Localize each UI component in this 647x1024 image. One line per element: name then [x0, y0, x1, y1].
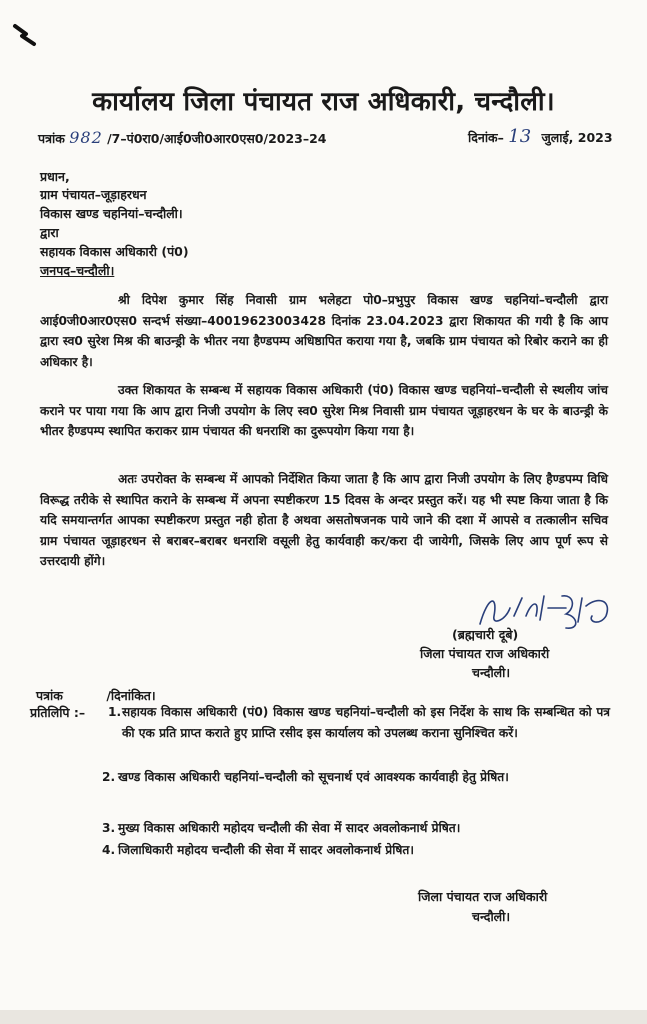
handwritten-reference-number: 982 [69, 128, 103, 147]
pen-mark-icon [12, 22, 40, 48]
addressee-line: प्रधान, [40, 169, 70, 184]
office-title: कार्यालय जिला पंचायत राज अधिकारी, चन्दौली। [92, 87, 555, 117]
date-label: दिनांक– [468, 130, 504, 145]
reference-suffix: /7–पं0रा0/आई0जी0आर0एस0/2023–24 [107, 131, 327, 146]
copy-reference-line: पत्रांक /दिनांकित। [36, 688, 156, 703]
signatory-name: (ब्रह्मचारी दूबे) [452, 627, 519, 642]
copy-label: प्रतिलिपि :– [30, 705, 86, 720]
signatory-designation: जिला पंचायत राज अधिकारी [420, 646, 550, 661]
final-signatory-designation: जिला पंचायत राज अधिकारी [418, 889, 548, 904]
addressee-line: विकास खण्ड चहनियां–चन्दौली। [40, 206, 183, 221]
date-month-year: जुलाई, 2023 [541, 130, 613, 145]
copy-item-number: 1. [108, 705, 122, 719]
copy-item-text: जिलाधिकारी महोदय चन्दौली की सेवा में सादर अवलोकनार्थ प्रेषित। [118, 843, 414, 857]
copy-item-number: 3. [102, 821, 116, 835]
addressee-district: जनपद–चन्दौली। [40, 263, 115, 278]
page-edge [0, 1010, 647, 1024]
body-paragraph-inspection: उक्त शिकायत के सम्बन्ध में सहायक विकास अधिकारी (पं0) विकास खण्ड चहनियां–चन्दौली से स्थलीय जांच कराने पर पाया गया कि आप द्वारा निजी उपयोग के लिए स्व0 सुरेश मिश्र निवासी ग्राम पंचायत जूड़ाहरधन के घर के बाउन्ड्री के भीतर हैण्डपम्प स्थापित कराकर ग्राम पंचायत की धनराशि का दुरूपयोग किया गया है। [40, 383, 608, 438]
copy-item-text: मुख्य विकास अधिकारी महोदय चन्दौली की सेवा में सादर अवलोकनार्थ प्रेषित। [118, 821, 461, 835]
addressee-line: ग्राम पंचायत–जूड़ाहरधन [40, 187, 147, 202]
date-line [468, 126, 613, 147]
addressee-line: द्वारा [40, 225, 59, 240]
copy-item-text: खण्ड विकास अधिकारी चहनियां–चन्दौली को सूचनार्थ एवं आवश्यक कार्यवाही हेतु प्रेषित। [118, 770, 509, 784]
copy-item-text: सहायक विकास अधिकारी (पं0) विकास खण्ड चहनियां–चन्दौली को इस निर्देश के साथ कि सम्बन्धित को पत्र की एक प्रति प्राप्त कराते हुए प्राप्ति रसीद इस कार्यालय को उपलब्ध कराना सुनिश्चित करें। [122, 705, 610, 740]
handwritten-date-day: 13 [508, 126, 532, 147]
final-signatory-place: चन्दौली। [472, 909, 511, 924]
reference-label: पत्रांक [38, 131, 65, 146]
copy-item-number: 2. [102, 770, 116, 784]
addressee-line: सहायक विकास अधिकारी (पं0) [40, 244, 189, 259]
reference-line [38, 128, 327, 147]
copy-item-number: 4. [102, 843, 116, 857]
body-paragraph-complaint: श्री दिपेश कुमार सिंह निवासी ग्राम भलेहटा पो0–प्रभुपुर विकास खण्ड चहनियां–चन्दौली द्वारा आई0जी0आर0एस0 सन्दर्भ संख्या–40019623003428 दिनांक 23.04.2023 द्वारा शिकायत की गयी है कि आप द्वारा स्व0 सुरेश मिश्र की बाउन्ड्री के भीतर नया हैण्डपम्प अधिष्ठापित कराया गया है, जबकि ग्राम पंचायत को रिबोर कराने का ही अधिकार है। [40, 293, 608, 369]
signatory-place: चन्दौली। [472, 665, 511, 680]
body-paragraph-directive: अतः उपरोक्त के सम्बन्ध में आपको निर्देशित किया जाता है कि आप द्वारा निजी उपयोग के लिए हैण्डपम्प विधि विरूद्ध तरीके से स्थापित कराने के सम्बन्ध में अपना स्पष्टीकरण 15 दिवस के अन्दर प्रस्तुत करें। यह भी स्पष्ट किया जाता है कि यदि समयान्तर्गत आपका स्पष्टीकरण प्रस्तुत नही होता है अथवा असतोषजनक पाये जाने की दशा में आपसे व तत्कालीन सचिव ग्राम पंचायत जूड़ाहरधन से बराबर–बराबर धनराशि वसूली हेतु कार्यवाही कर/करा दी जायेगी, जिसके लिए आप पूर्ण रूप से उत्तरदायी होंगे। [40, 472, 608, 568]
